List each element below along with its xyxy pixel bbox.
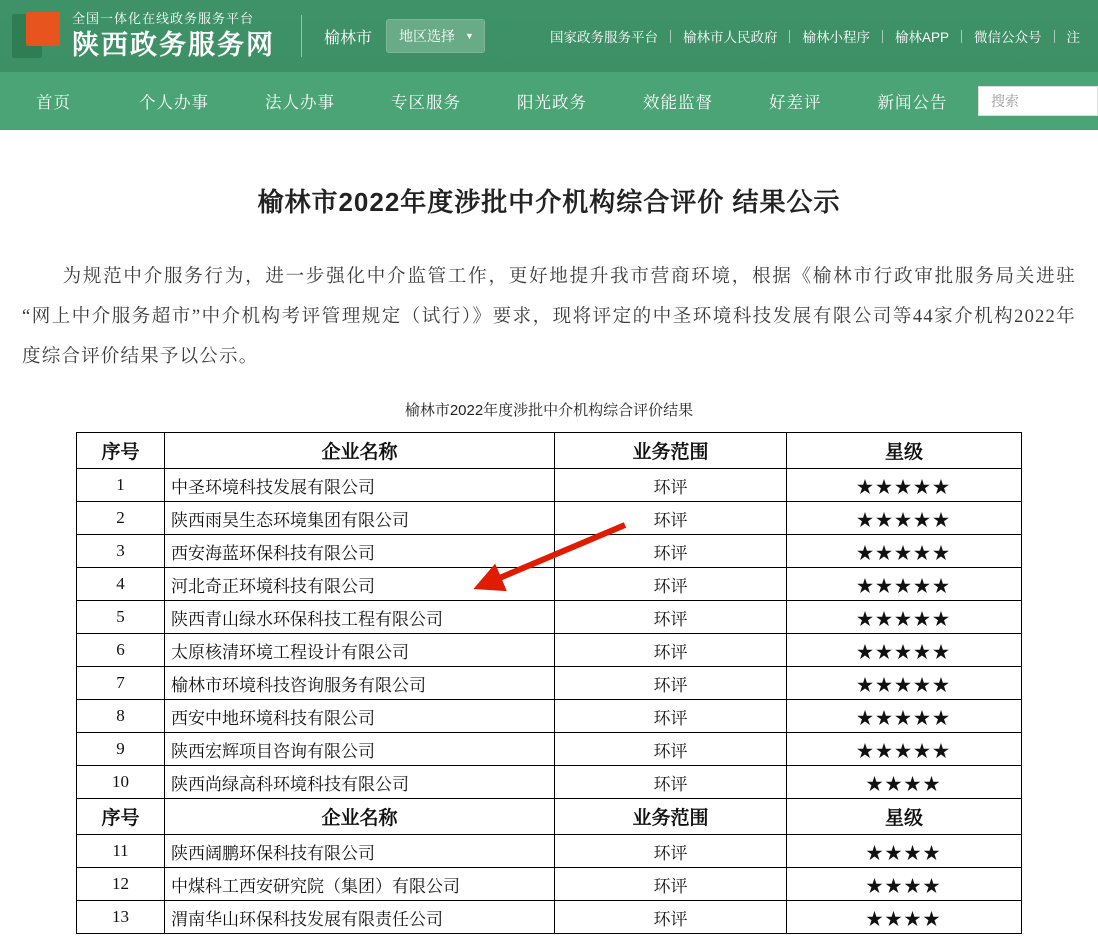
cell-stars: ★★★★★ (787, 601, 1022, 634)
cell-scope: 环评 (555, 733, 787, 766)
cell-stars: ★★★★★ (787, 535, 1022, 568)
header-link-app[interactable]: 榆林APP (894, 30, 949, 45)
header-link-national-platform[interactable]: 国家政务服务平台 (549, 30, 658, 45)
header-link-city-government[interactable]: 榆林市人民政府 (682, 30, 778, 45)
cell-company: 河北奇正环境科技有限公司 (165, 568, 555, 601)
cell-company: 太原核清环境工程设计有限公司 (165, 634, 555, 667)
cell-scope: 环评 (555, 535, 787, 568)
cell-scope: 环评 (555, 634, 787, 667)
chevron-down-icon: ▼ (465, 30, 474, 41)
column-header-index: 序号 (77, 433, 165, 469)
table-row (77, 835, 1022, 868)
cell-scope: 环评 (555, 568, 787, 601)
cell-scope: 环评 (555, 700, 787, 733)
table-caption: 榆林市2022年度涉批中介机构综合评价结果 (404, 402, 694, 419)
table-row (77, 667, 1022, 700)
cell-scope: 环评 (555, 766, 787, 799)
cell-index: 7 (77, 667, 165, 700)
table-row (77, 901, 1022, 934)
nav-item-home[interactable]: 首页 (36, 94, 71, 112)
cell-stars: ★★★★★ (787, 502, 1022, 535)
table-row (77, 568, 1022, 601)
cell-company: 渭南华山环保科技发展有限责任公司 (165, 901, 555, 934)
logo-subtitle: 全国一体化在线政务服务平台 (72, 11, 255, 26)
cell-stars: ★★★★ (787, 868, 1022, 901)
table-row (77, 502, 1022, 535)
cell-stars: ★★★★ (787, 835, 1022, 868)
column-header-index: 序号 (77, 799, 165, 835)
logo-text (72, 10, 275, 62)
region-select-label: 地区选择 (399, 28, 456, 44)
cell-index: 4 (77, 568, 165, 601)
cell-scope: 环评 (555, 901, 787, 934)
cell-index: 6 (77, 634, 165, 667)
search-input[interactable]: 搜索 (978, 86, 1098, 116)
results-table (76, 432, 1022, 934)
cell-stars: ★★★★ (787, 766, 1022, 799)
nav-item-personal[interactable]: 个人办事 (139, 94, 209, 112)
table-row (77, 535, 1022, 568)
cell-index: 2 (77, 502, 165, 535)
table-row (77, 601, 1022, 634)
nav-item-special-zone[interactable]: 专区服务 (391, 94, 461, 112)
cell-index: 13 (77, 901, 165, 934)
cell-index: 9 (77, 733, 165, 766)
article-paragraph-text: 为规范中介服务行为，进一步强化中介监管工作，更好地提升我市营商环境，根据《榆林市行政审批服务局关进驻“网上中介服务超市”中介机构考评管理规定（试行）》要求，现将评定的中圣环境科技发展有限公司等44家介机构2022年度综合评价结果予以公示。 (22, 267, 1076, 367)
header-link-miniprogram[interactable]: 榆林小程序 (802, 30, 870, 45)
header-links (538, 26, 1098, 46)
cell-company: 榆林市环境科技咨询服务有限公司 (165, 667, 555, 700)
cell-company: 陕西雨昊生态环境集团有限公司 (165, 502, 555, 535)
cell-stars: ★★★★★ (787, 634, 1022, 667)
cell-index: 3 (77, 535, 165, 568)
cell-scope: 环评 (555, 469, 787, 502)
table-row (77, 700, 1022, 733)
cell-company: 中煤科工西安研究院（集团）有限公司 (165, 868, 555, 901)
cell-company: 中圣环境科技发展有限公司 (165, 469, 555, 502)
table-row (77, 634, 1022, 667)
column-header-stars: 星级 (787, 433, 1022, 469)
column-header-stars: 星级 (787, 799, 1022, 835)
logo-icon (12, 12, 60, 60)
cell-scope: 环评 (555, 835, 787, 868)
cell-index: 1 (77, 469, 165, 502)
cell-scope: 环评 (555, 868, 787, 901)
cell-company: 陕西宏辉项目咨询有限公司 (165, 733, 555, 766)
cell-company: 陕西青山绿水环保科技工程有限公司 (165, 601, 555, 634)
nav-item-efficiency[interactable]: 效能监督 (643, 94, 713, 112)
current-city-label: 榆林市 (324, 29, 373, 47)
cell-company: 陕西阔鹏环保科技有限公司 (165, 835, 555, 868)
logo-title: 陕西政务服务网 (72, 30, 275, 60)
cell-index: 10 (77, 766, 165, 799)
cell-scope: 环评 (555, 502, 787, 535)
cell-stars: ★★★★★ (787, 733, 1022, 766)
cell-index: 12 (77, 868, 165, 901)
cell-scope: 环评 (555, 667, 787, 700)
cell-company: 西安中地环境科技有限公司 (165, 700, 555, 733)
page-content (0, 182, 1098, 934)
header-link-wechat[interactable]: 微信公众号 (974, 30, 1042, 45)
cell-index: 8 (77, 700, 165, 733)
nav-item-review[interactable]: 好差评 (769, 94, 822, 112)
cell-stars: ★★★★★ (787, 469, 1022, 502)
cell-scope: 环评 (555, 601, 787, 634)
site-logo[interactable] (10, 10, 275, 62)
column-header-scope: 业务范围 (555, 799, 787, 835)
results-table-body (77, 433, 1022, 934)
column-header-company: 企业名称 (165, 799, 555, 835)
nav-item-news[interactable]: 新闻公告 (877, 94, 948, 112)
column-header-scope: 业务范围 (555, 433, 787, 469)
cell-company: 陕西尚绿高科环境科技有限公司 (165, 766, 555, 799)
cell-index: 11 (77, 835, 165, 868)
cell-stars: ★★★★★ (787, 700, 1022, 733)
table-header-row (77, 433, 1022, 469)
column-header-company: 企业名称 (165, 433, 555, 469)
main-nav (0, 72, 1098, 130)
table-row (77, 469, 1022, 502)
header-link-register[interactable]: 注 (1066, 30, 1080, 45)
site-header (0, 0, 1098, 72)
article-paragraph (22, 257, 1076, 377)
page-title: 榆林市2022年度涉批中介机构综合评价 结果公示 (257, 187, 841, 217)
cell-stars: ★★★★ (787, 901, 1022, 934)
nav-item-sunshine-gov[interactable]: 阳光政务 (517, 94, 587, 112)
table-header-row-repeat (77, 799, 1022, 835)
table-row (77, 868, 1022, 901)
table-row (77, 733, 1022, 766)
table-row (77, 766, 1022, 799)
cell-company: 西安海蓝环保科技有限公司 (165, 535, 555, 568)
cell-stars: ★★★★★ (787, 568, 1022, 601)
cell-stars: ★★★★★ (787, 667, 1022, 700)
nav-item-legal-entity[interactable]: 法人办事 (265, 94, 335, 112)
header-divider (301, 15, 302, 57)
region-select-button[interactable] (386, 19, 485, 53)
cell-index: 5 (77, 601, 165, 634)
